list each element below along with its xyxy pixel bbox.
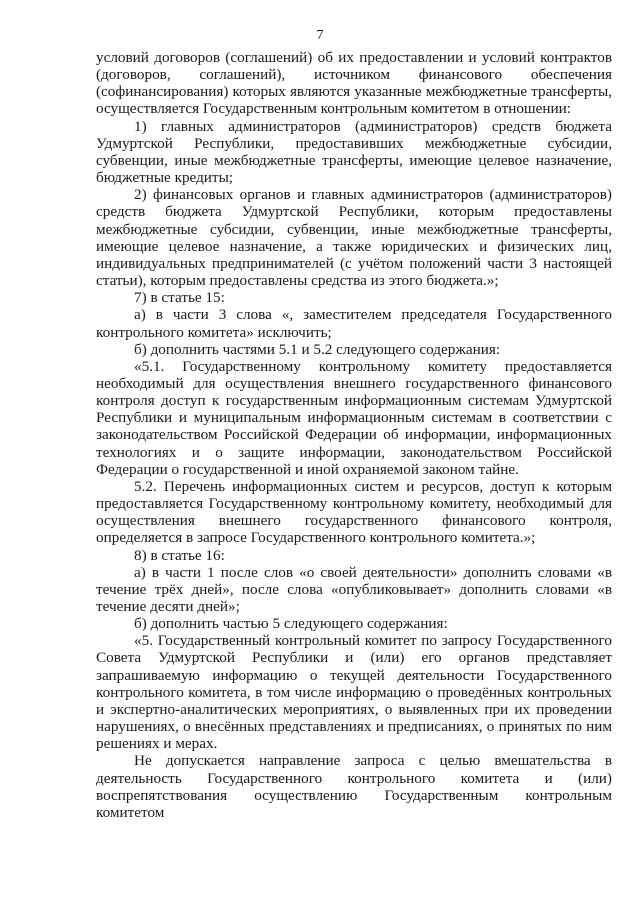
paragraph-article-15: 7) в статье 15: (134, 289, 225, 307)
paragraph-item-2: 2) финансовых органов и главных администраторов (администраторов) средств бюджета Удмуртской Республики, которым предоставлены межбюджетные субсидии, субвенции, иные межбюджетные трансферты, имеющие целевое назначение, а также юридических и физических лиц, индивидуальных предпринимателей (с учётом положений части 3 настоящей статьи), которым предоставлены средства из этого бюджета.»; (96, 186, 612, 290)
paragraph-continuation: условий договоров (соглашений) об их предоставлении и условий контрактов (договоров, соглашений), источником финансового обеспечения (софинансирования) которых являются указанные межбюджетные трансферты, осуществляется Государственным контрольным комитетом в отношении: (96, 49, 612, 118)
paragraph-part-5-2: 5.2. Перечень информационных систем и ресурсов, доступ к которым предоставляется Государственному контрольному комитету, необходимый для осуществления внешнего государственного финансового контроля, определяется в запросе Государственного контрольного комитета.»; (96, 477, 612, 547)
paragraph-part-5: «5. Государственный контрольный комитет по запросу Государственного Совета Удмуртской Республики и (или) его органов представляет запрашиваемую информацию о текущей деятельности Государственного контрольного комитета, в том числе информацию о проведённых контрольных и экспертно-аналитических мероприятиях, о выявленных при их проведении нарушениях, о внесённых представлениях и предписаниях, о принятых по ним решениях и мерах. (96, 632, 612, 753)
paragraph-article-15-b: б) дополнить частями 5.1 и 5.2 следующего содержания: (134, 340, 501, 358)
document-body (96, 49, 612, 821)
paragraph-article-16-b: б) дополнить частью 5 следующего содержания: (134, 615, 448, 633)
page-number: 7 (316, 28, 324, 43)
paragraph-part-5-1: «5.1. Государственному контрольному комитету предоставляется необходимый для осуществления внешнего государственного финансового контроля доступ к государственным информационным системам Удмуртской Республики и муниципальным информационным системам в соответствии с законодательством Российской Федерации об информации, информационных технологиях и о защите информации, законодательством Российской Федерации о государственной и иной охраняемой законом тайне. (96, 357, 612, 478)
paragraph-item-1: 1) главных администраторов (администраторов) средств бюджета Удмуртской Республики, предоставивших межбюджетные субсидии, субвенции, иные межбюджетные трансферты, имеющие целевое назначение, бюджетные кредиты; (96, 117, 612, 187)
paragraph-article-16: 8) в статье 16: (134, 546, 225, 564)
paragraph-no-interference: Не допускается направление запроса с целью вмешательства в деятельность Государственного контрольного комитета и (или) воспрепятствования осуществлению Государственным контрольным комитетом (96, 752, 612, 821)
paragraph-article-16-a: а) в части 1 после слов «о своей деятельности» дополнить словами «в течение трёх дней», после слова «опубликовывает» дополнить словами «в течение десяти дней»; (96, 563, 612, 615)
paragraph-article-15-a: а) в части 3 слова «, заместителем председателя Государственного контрольного комитета» исключить; (96, 306, 612, 341)
